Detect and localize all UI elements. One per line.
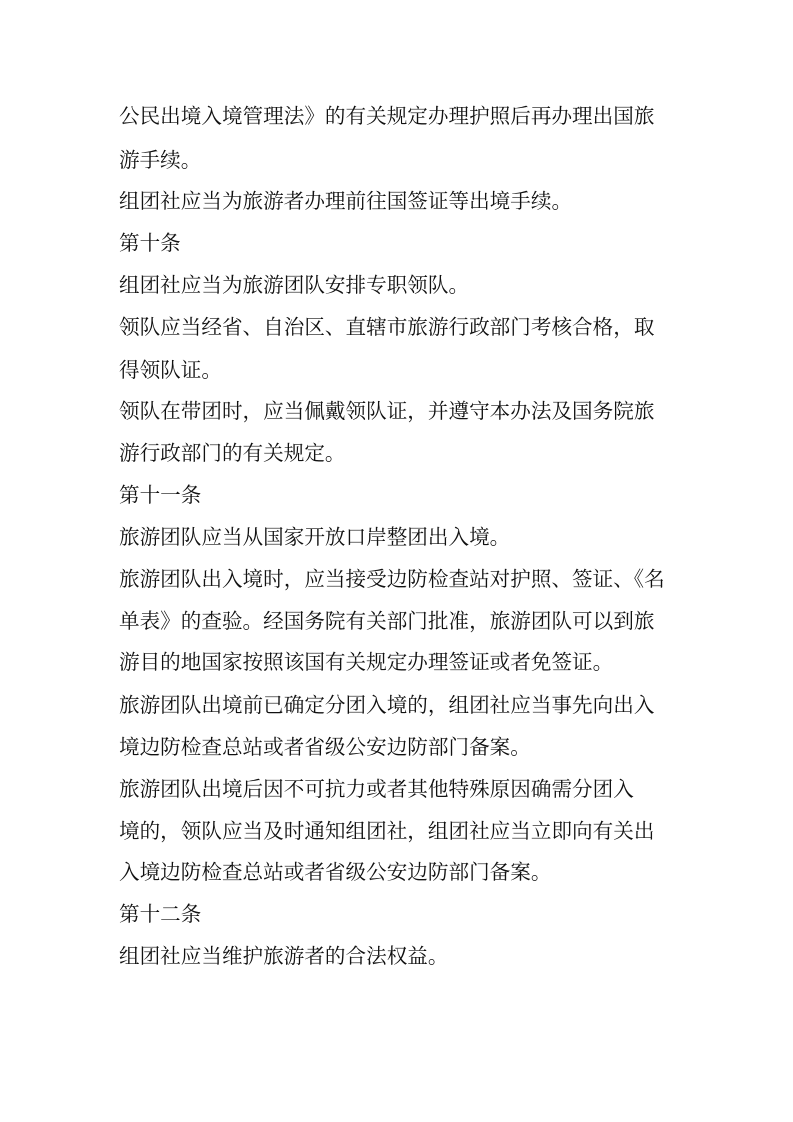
text-line: 游目的地国家按照该国有关规定办理签证或者免签证。 (119, 650, 614, 674)
text-line: 组团社应当维护旅游者的合法权益。 (119, 944, 449, 968)
text-line: 单表》的查验。经国务院有关部门批准，旅游团队可以到旅 (119, 609, 655, 633)
text-line: 旅游团队出境后因不可抗力或者其他特殊原因确需分团入 (119, 777, 634, 801)
text-line: 公民出境入境管理法》的有关规定办理护照后再办理出国旅 (119, 104, 655, 128)
text-line: 境的，领队应当及时通知组团社，组团社应当立即向有关出 (119, 819, 655, 843)
article-heading: 第十二条 (119, 902, 202, 926)
text-line: 入境边防检查总站或者省级公安边防部门备案。 (119, 860, 552, 884)
article-heading: 第十一条 (119, 483, 202, 507)
text-line: 组团社应当为旅游团队安排专职领队。 (119, 273, 470, 297)
text-line: 领队应当经省、自治区、直辖市旅游行政部门考核合格，取 (119, 315, 655, 339)
text-line: 旅游团队应当从国家开放口岸整团出入境。 (119, 525, 511, 549)
text-line: 组团社应当为旅游者办理前往国签证等出境手续。 (119, 189, 573, 213)
text-line: 游行政部门的有关规定。 (119, 441, 346, 465)
text-line: 旅游团队出境前已确定分团入境的，组团社应当事先向出入 (119, 693, 655, 717)
article-heading: 第十条 (119, 231, 181, 255)
text-line: 领队在带团时，应当佩戴领队证，并遵守本办法及国务院旅 (119, 399, 655, 423)
text-line: 游手续。 (119, 148, 202, 172)
text-line: 旅游团队出入境时，应当接受边防检查站对护照、签证、《名 (119, 567, 665, 591)
text-line: 得领队证。 (119, 358, 222, 382)
text-line: 境边防检查总站或者省级公安边防部门备案。 (119, 735, 531, 759)
